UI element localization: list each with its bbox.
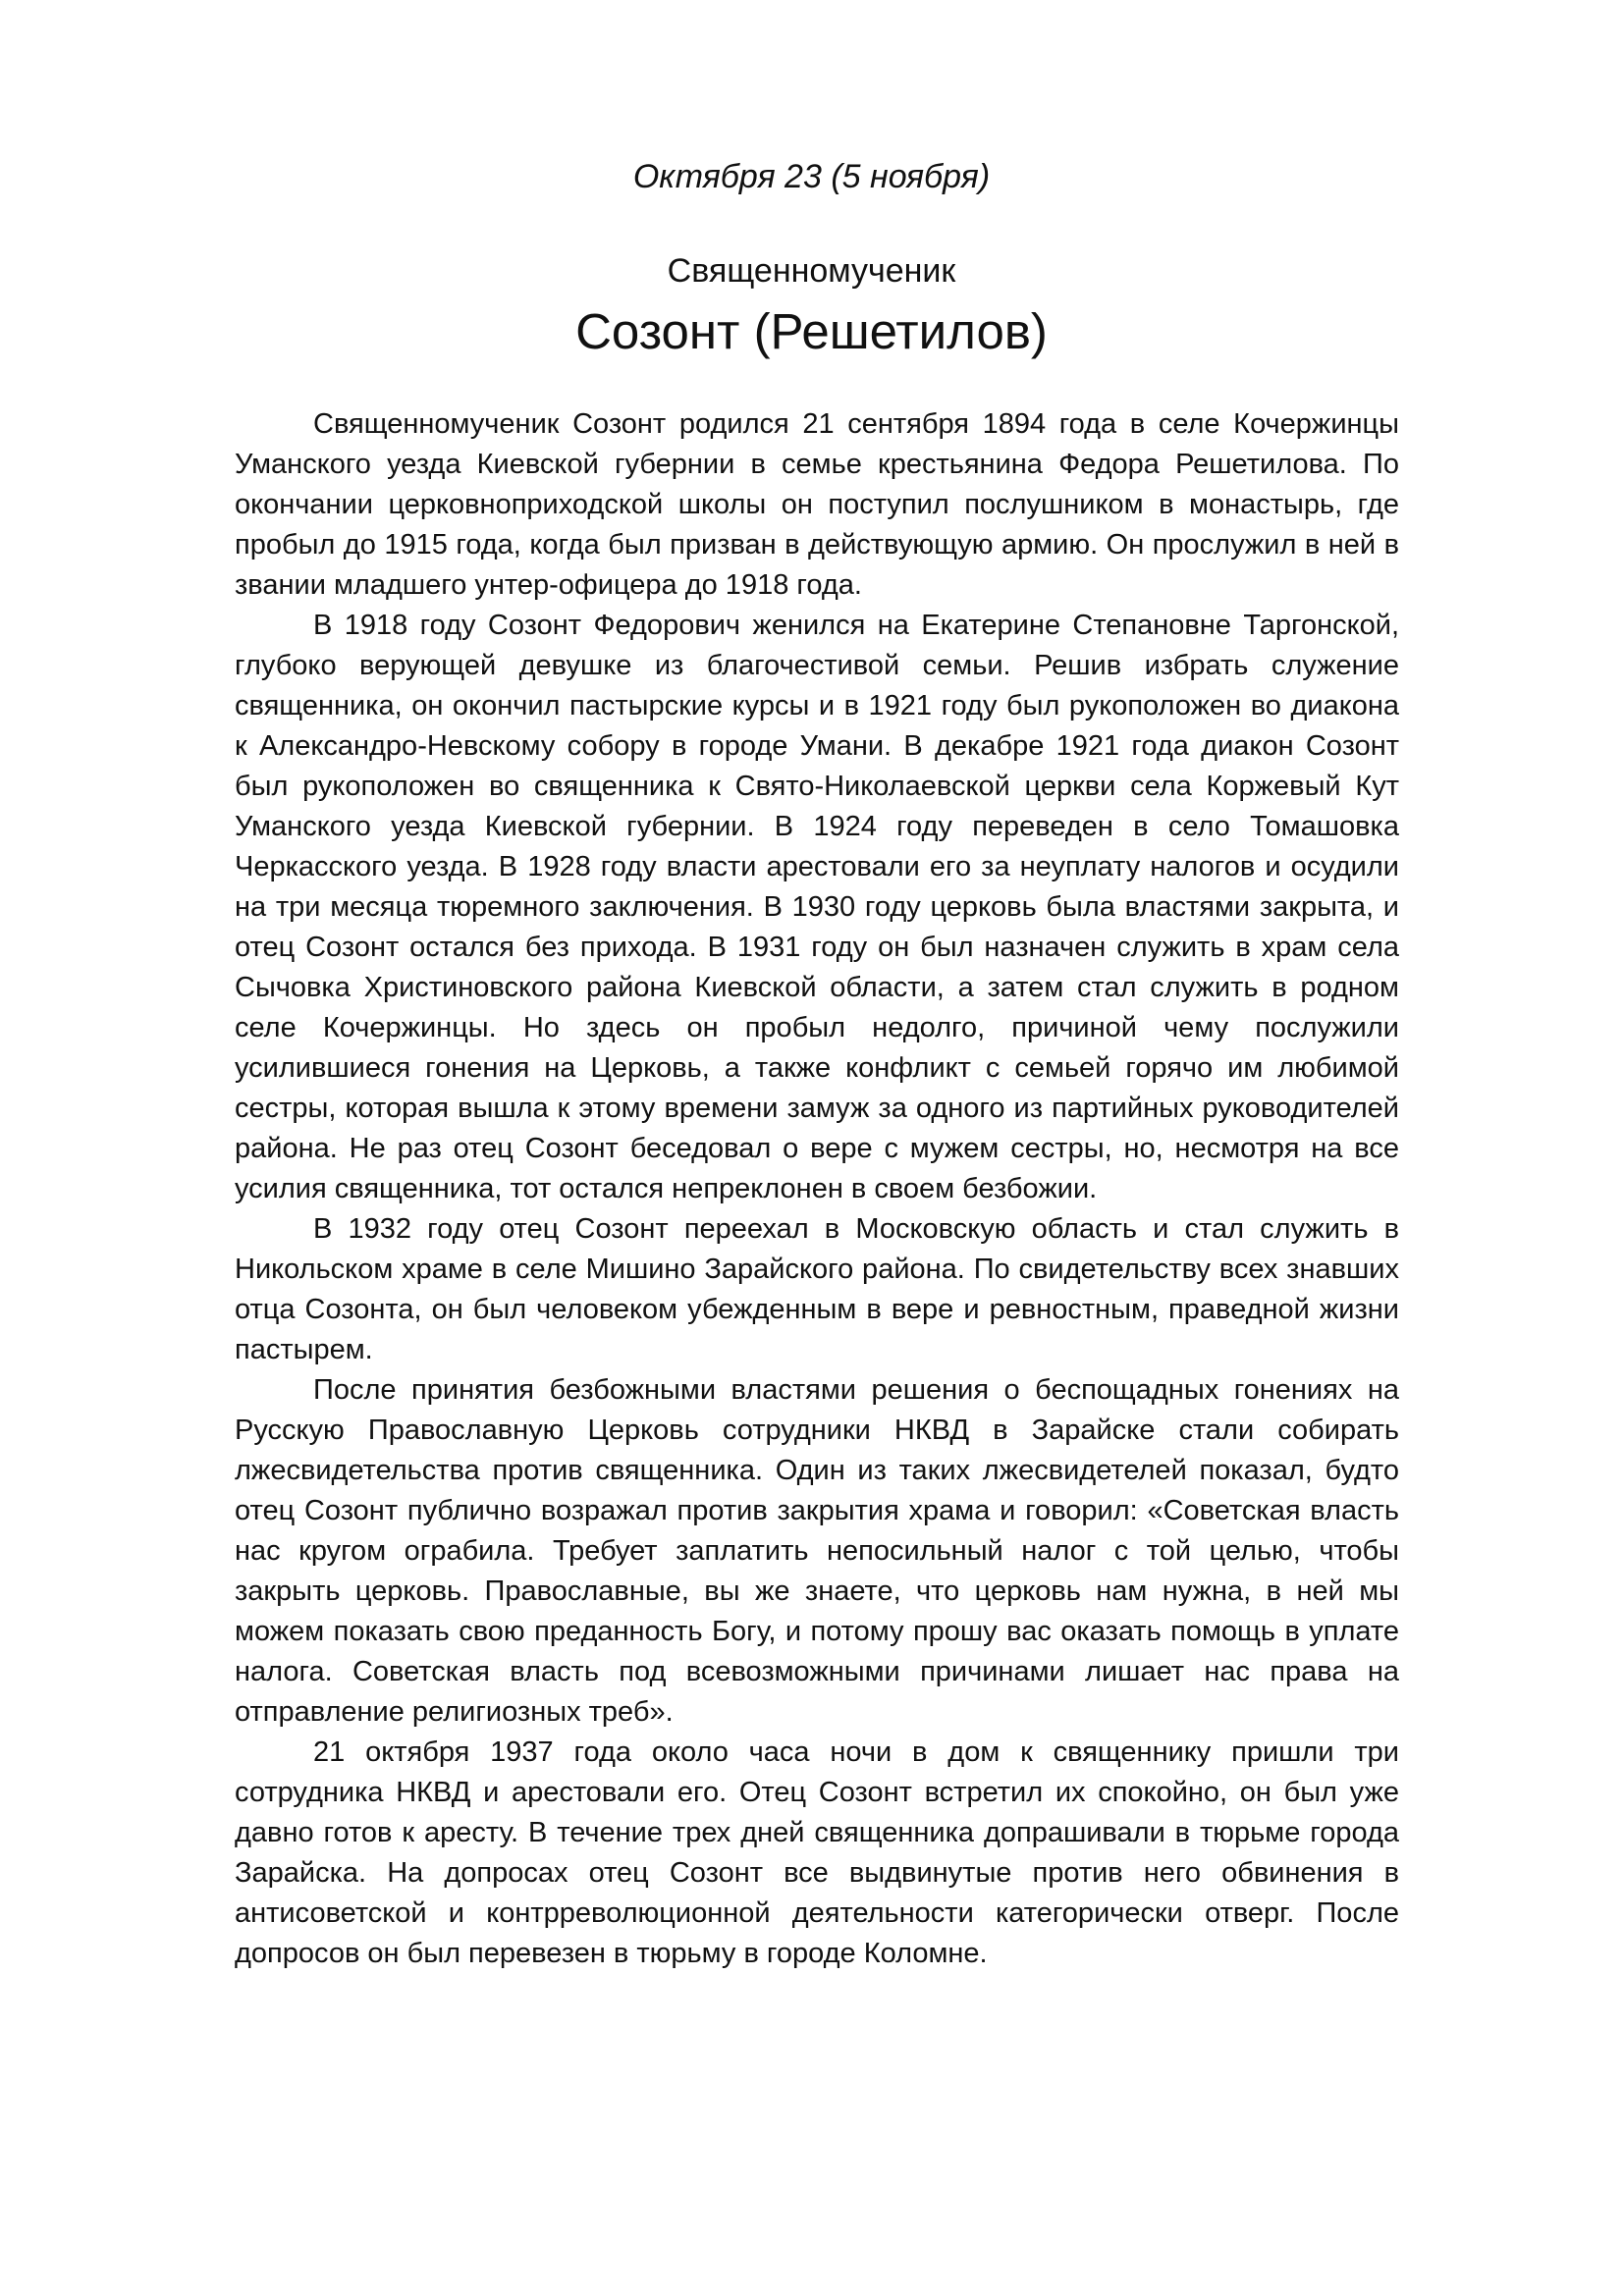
paragraph: Священномученик Созонт родился 21 сентября 1894 года в селе Кочержинцы Уманского уезда Киевской губернии в семье крестьянина Федора Решетилова. По окончании церковноприходской школы он поступил послушником в монастырь, где пробыл до 1915 года, когда был призван в действующую армию. Он прослужил в ней в звании младшего унтер-офицера до 1918 года. <box>235 408 1399 601</box>
saint-rank: Священномученик <box>667 252 956 290</box>
paragraph: 21 октября 1937 года около часа ночи в дом к священнику пришли три сотрудника НКВД и арестовали его. Отец Созонт встретил их спокойно, он был уже давно готов к аресту. В течение трех дней священника допрашивали в тюрьме города Зарайска. На допросах отец Созонт все выдвинутые против него обвинения в антисоветской и контрреволюционной деятельности категорически отверг. После допросов он был перевезен в тюрьму в городе Коломне. <box>235 1736 1399 1969</box>
paragraph: После принятия безбожными властями решения о беспощадных гонениях на Русскую Православную Церковь сотрудники НКВД в Зарайске стали собирать лжесвидетельства против священника. Один из таких лжесвидетелей показал, будто отец Созонт публично возражал против закрытия храма и говорил: «Советская власть нас кругом ограбила. Требует заплатить непосильный налог с той целью, чтобы закрыть церковь. Православные, вы же знаете, что церковь нам нужна, в ней мы можем показать свою преданность Богу, и потому прошу вас оказать помощь в уплате налога. Советская власть под всевозможными причинами лишает нас права на отправление религиозных треб». <box>235 1374 1399 1728</box>
document-body <box>235 404 1399 1974</box>
paragraph: В 1932 году отец Созонт переехал в Московскую область и стал служить в Никольском храме в селе Мишино Зарайского района. По свидетельству всех знавших отца Созонта, он был человеком убежденным в вере и ревностным, праведной жизни пастырем. <box>235 1213 1399 1365</box>
page-title: Созонт (Решетилов) <box>575 303 1048 359</box>
feast-date: Октября 23 (5 ноября) <box>632 158 991 195</box>
paragraph: В 1918 году Созонт Федорович женился на Екатерине Степановне Таргонской, глубоко верующей девушке из благочестивой семьи. Решив избрать служение священника, он окончил пастырские курсы и в 1921 году был рукоположен во диакона к Александро-Невскому собору в городе Умани. В декабре 1921 года диакон Созонт был рукоположен во священника к Свято-Николаевской церкви села Коржевый Кут Уманского уезда Киевской губернии. В 1924 году переведен в село Томашовка Черкасского уезда. В 1928 году власти арестовали его за неуплату налогов и осудили на три месяца тюремного заключения. В 1930 году церковь была властями закрыта, и отец Созонт остался без прихода. В 1931 году он был назначен служить в храм села Сычовка Христиновского района Киевской области, а затем стал служить в родном селе Кочержинцы. Но здесь он пробыл недолго, причиной чему послужили усилившиеся гонения на Церковь, а также конфликт с семьей горячо им любимой сестры, которая вышла к этому времени замуж за одного из партийных руководителей района. Не раз отец Созонт беседовал о вере с мужем сестры, но, несмотря на все усилия священника, тот остался непреклонен в своем безбожии. <box>235 610 1399 1204</box>
